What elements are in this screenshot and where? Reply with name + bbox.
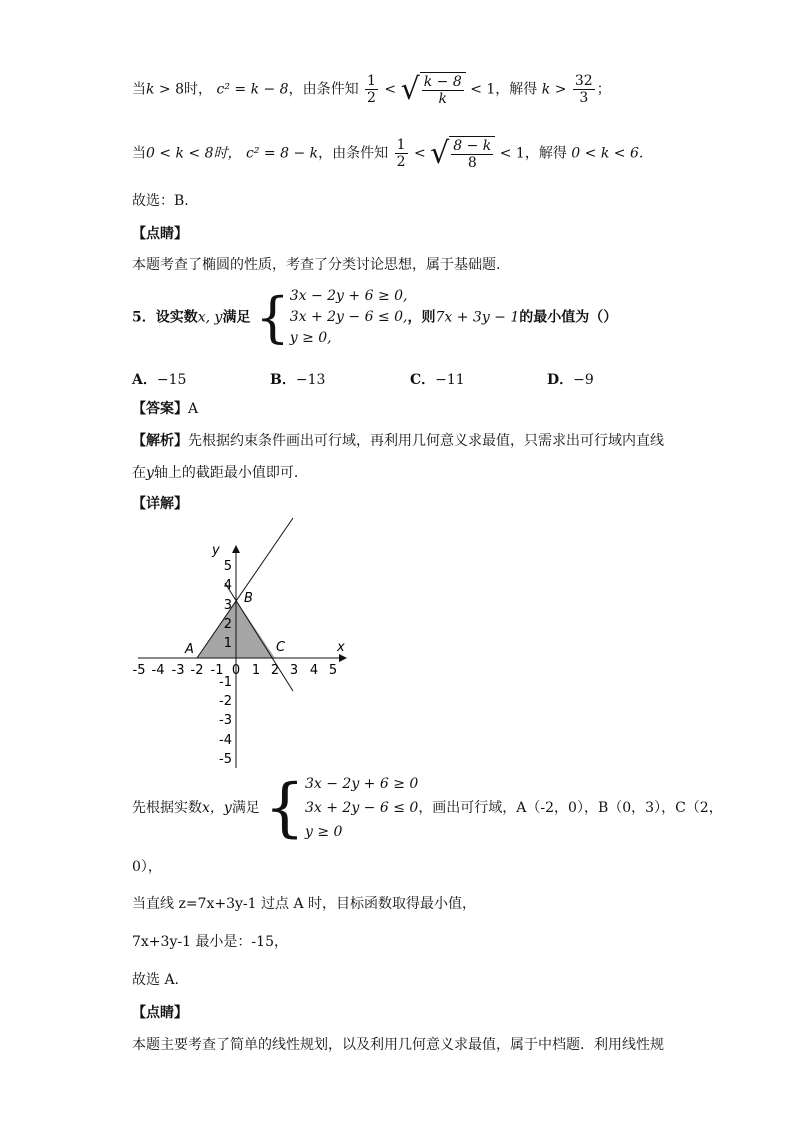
x-tick-label: -4 — [151, 663, 165, 678]
xiangjie-heading: 【详解】 — [132, 496, 188, 512]
y-tick-label: 1 — [223, 636, 232, 651]
dianjing-heading-2: 【点睛】 — [132, 1005, 188, 1021]
fraction-one-half: $\frac{1}{2}$ — [396, 137, 406, 170]
x-tick-label: -1 — [210, 663, 224, 678]
min-value-line: 7x+3y-1 最小是：-15， — [132, 934, 288, 950]
point-b-label: B — [244, 591, 253, 606]
x-tick-label: 1 — [251, 663, 261, 678]
y-tick-label: 2 — [223, 617, 232, 632]
dianjing-text-2: 本题主要考查了简单的线性规划，以及利用几何意义求最值，属于中档题．利用线性规 — [132, 1037, 664, 1053]
question-5: 5．设实数x, y满足 { 3x − 2y + 6 ≥ 0, 3x + 2y − 6 ≤ 0, y ≥ 0, ，则7x + 3y − 1的最小值为（） — [132, 285, 618, 349]
y-tick-label: -5 — [219, 752, 232, 767]
dianjing-heading: 【点睛】 — [132, 226, 188, 242]
constraint-system: { 3x − 2y + 6 ≥ 0 3x + 2y − 6 ≤ 0 y ≥ 0 — [264, 771, 419, 845]
jiexi-line-2: 在y轴上的截距最小值即可. — [132, 465, 299, 481]
x-axis-label: x — [337, 640, 345, 655]
y-axis-arrow — [232, 545, 240, 553]
option-a: A．−15 — [132, 372, 187, 388]
feasible-region-graph — [120, 515, 360, 770]
jiexi-line-1: 【解析】先根据约束条件画出可行域，再利用几何意义求最值，只需求出可行域内直线 — [132, 433, 664, 449]
solution-line: 先根据实数x，y满足 { 3x − 2y + 6 ≥ 0 3x + 2y − 6 ≤ 0 y ≥ 0 ，画出可行域，A（-2，0），B（0，3），C（2， — [132, 771, 723, 845]
y-tick-label: 3 — [223, 598, 232, 613]
fraction-one-half: $\frac{1}{2}$ — [367, 73, 376, 106]
y-tick-label: 4 — [223, 578, 232, 593]
answer-line: 【答案】A — [132, 401, 199, 417]
x-tick-label: -3 — [171, 663, 185, 678]
condition-line-k-greater-8: 当k > 8时， c² = k − 8，由条件知 $\frac{1}{2}$ < √ $\frac{k - 8}{k}$ < 1，解得 k > $\frac{32}{3}$ ； — [132, 71, 611, 107]
condition-line-k-between-0-8: 当0 < k < 8时， c² = 8 − k，由条件知 $\frac{1}{2}$ < √ $\frac{8 - k}{8}$ < 1，解得 0 < k < 6. — [132, 135, 644, 171]
x-tick-label: -2 — [190, 663, 204, 678]
choice-a-line: 故选 A. — [132, 972, 180, 988]
dianjing-text: 本题考查了椭圆的性质，考查了分类讨论思想，属于基础题. — [132, 257, 501, 273]
point-a-label: A — [185, 642, 194, 657]
x-axis-arrow — [339, 654, 347, 662]
y-tick-label: -3 — [219, 713, 232, 728]
x-tick-label: 4 — [309, 663, 319, 678]
point-c-label: C — [276, 640, 286, 655]
x-tick-label: -5 — [132, 663, 146, 678]
y-tick-label: -2 — [219, 694, 232, 709]
sqrt-expression: √ $\frac{8 - k}{8}$ — [430, 136, 495, 171]
x-tick-label: 2 — [270, 663, 280, 678]
min-condition-line: 当直线 z=7x+3y-1 过点 A 时，目标函数取得最小值， — [132, 896, 477, 912]
option-d: D．−9 — [547, 372, 594, 388]
y-tick-label: 5 — [223, 559, 232, 574]
y-tick-label: -1 — [219, 675, 232, 690]
x-tick-label: 3 — [289, 663, 299, 678]
fraction-32-over-3: $\frac{32}{3}$ — [574, 73, 593, 106]
solution-line-cont: 0）， — [132, 859, 162, 875]
answer-choice-b: 故选：B. — [132, 193, 189, 209]
x-tick-label: 5 — [328, 663, 338, 678]
option-c: C．−11 — [410, 372, 465, 388]
constraint-system: { 3x − 2y + 6 ≥ 0, 3x + 2y − 6 ≤ 0, y ≥ 0, — [255, 285, 408, 349]
y-axis-label: y — [212, 543, 220, 558]
y-tick-label: -4 — [219, 733, 232, 748]
x-tick-label: 0 — [231, 663, 241, 678]
option-b: B．−13 — [270, 372, 326, 388]
sqrt-expression: √ $\frac{k - 8}{k}$ — [401, 72, 466, 107]
